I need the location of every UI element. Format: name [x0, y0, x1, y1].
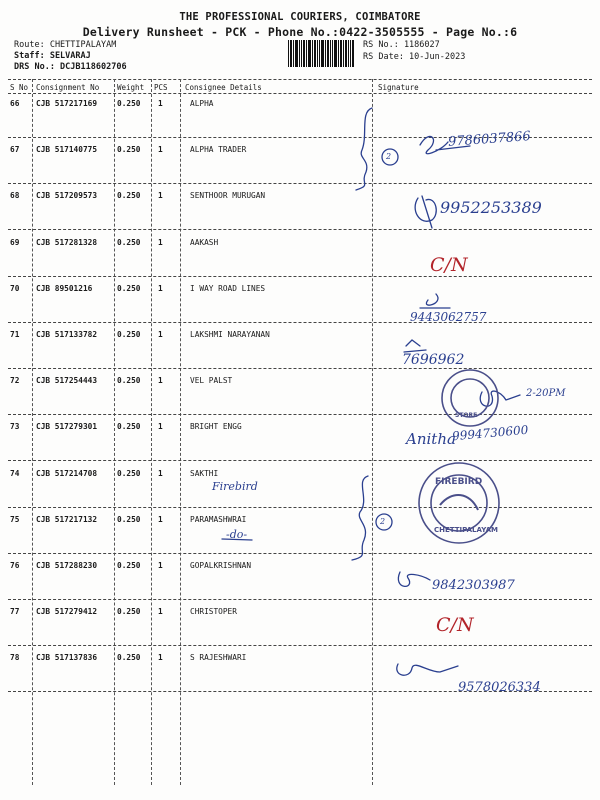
handwritten-phone: 7696962: [402, 352, 465, 368]
row-consignee: CHRISTOPER: [190, 607, 237, 617]
row-separator: [8, 276, 592, 277]
row-consignee: GOPALKRISHNAN: [190, 561, 252, 570]
row-weight: 0.250: [117, 468, 141, 478]
row-consignment-no: CJB 517279301: [36, 422, 98, 432]
row-separator: [8, 322, 592, 323]
route-label: Route: CHETTIPALAYAM: [14, 40, 117, 50]
runsheet-subtitle: Delivery Runsheet - PCK - Phone No.:0422-3505555 - Page No.:6: [82, 25, 518, 39]
brace-number: 2: [386, 152, 392, 161]
handwritten-name: Anitha: [406, 430, 456, 448]
row-separator: [8, 599, 592, 600]
row-pcs: 1: [158, 99, 163, 108]
row-consignee: BRIGHT ENGG: [190, 422, 242, 432]
stamp-lettering: STORE: [455, 412, 478, 419]
brace-number: 2: [380, 517, 386, 526]
row-separator: [8, 368, 592, 369]
header-rule: [8, 93, 592, 94]
handwritten-cn-note: C/N: [436, 614, 474, 636]
row-separator: [8, 507, 592, 508]
column-divider: [114, 79, 115, 785]
staff-label: Staff: SELVARAJ: [14, 51, 91, 61]
row-consignment-no: CJB 517254443: [36, 376, 98, 386]
row-consignment-no: CJB 517281328: [36, 237, 98, 247]
row-sno: 67: [10, 145, 20, 155]
row-separator: [8, 137, 592, 138]
row-consignment-no: CJB 517137836: [36, 653, 98, 663]
column-header-consignment: Consignment No: [36, 83, 100, 92]
row-sno: 74: [10, 468, 20, 478]
rs-number-label: RS No.: 1186027: [363, 40, 440, 50]
row-separator: [8, 229, 592, 230]
row-consignment-no: CJB 517140775: [36, 145, 98, 155]
row-separator: [8, 460, 592, 461]
row-consignee: PARAMASHWRAI: [190, 514, 247, 524]
handwritten-note: Firebird: [212, 480, 258, 493]
row-sno: 70: [10, 283, 20, 293]
rs-date-label: RS Date: 10-Jun-2023: [363, 52, 466, 62]
row-weight: 0.250: [117, 191, 141, 201]
row-sno: 78: [10, 653, 20, 663]
row-separator: [8, 414, 592, 415]
row-separator: [8, 183, 592, 184]
column-divider: [32, 79, 33, 785]
handwritten-phone: 9952253389: [440, 198, 542, 217]
handwritten-phone: 9443062757: [410, 310, 487, 324]
row-weight: 0.250: [117, 653, 141, 663]
column-header-consignee: Consignee Details: [185, 83, 262, 92]
stamp-lettering: CHETTIPALAYAM: [434, 526, 498, 534]
row-consignment-no: CJB 517214708: [36, 468, 98, 478]
runsheet-table: [8, 79, 600, 785]
row-pcs: 1: [158, 653, 163, 663]
row-consignee: ALPHA TRADER: [190, 145, 247, 155]
row-consignment-no: CJB 517217169: [36, 99, 98, 108]
row-consignment-no: CJB 517288230: [36, 561, 98, 570]
row-consignee: SAKTHI: [190, 468, 219, 478]
row-consignee: S RAJESHWARI: [190, 653, 247, 663]
handwritten-phone: 9786037866: [447, 129, 532, 150]
row-pcs: 1: [158, 191, 163, 201]
row-sno: 77: [10, 607, 20, 617]
row-consignment-no: CJB 517209573: [36, 191, 98, 201]
row-weight: 0.250: [117, 422, 141, 432]
column-header-pcs: PCS: [154, 83, 168, 92]
row-consignment-no: CJB 517133782: [36, 330, 98, 339]
barcode-image: [288, 40, 354, 67]
row-sno: 73: [10, 422, 20, 432]
row-pcs: 1: [158, 468, 163, 478]
handwritten-phone: 9994730600: [451, 422, 529, 444]
row-sno: 69: [10, 237, 20, 247]
row-sno: 75: [10, 514, 20, 524]
row-sno: 66: [10, 99, 20, 108]
row-pcs: 1: [158, 561, 163, 570]
handwritten-phone: 9842303987: [432, 578, 515, 593]
row-pcs: 1: [158, 607, 163, 617]
row-weight: 0.250: [117, 376, 141, 386]
row-sno: 76: [10, 561, 20, 570]
column-divider: [151, 79, 152, 785]
drs-label: DRS No.: DCJB118602706: [14, 62, 127, 72]
row-consignee: LAKSHMI NARAYANAN: [190, 330, 270, 339]
row-consignee: VEL PALST: [190, 376, 233, 386]
row-pcs: 1: [158, 422, 163, 432]
row-weight: 0.250: [117, 99, 141, 108]
row-pcs: 1: [158, 514, 163, 524]
row-consignee: AAKASH: [190, 237, 219, 247]
row-consignee: I WAY ROAD LINES: [190, 283, 266, 293]
column-divider: [180, 79, 181, 785]
column-header-weight: Weight: [117, 83, 145, 92]
row-weight: 0.250: [117, 607, 141, 617]
handwritten-time: 2-20PM: [526, 388, 566, 399]
column-divider: [372, 79, 373, 785]
company-title: THE PROFESSIONAL COURIERS, COIMBATORE: [179, 11, 421, 23]
row-weight: 0.250: [117, 561, 141, 570]
row-sno: 72: [10, 376, 20, 386]
row-separator: [8, 645, 592, 646]
handwritten-ditto: -do-: [226, 528, 248, 541]
column-header-sno: S No: [10, 83, 29, 92]
table-top-rule: [8, 79, 592, 80]
stamp-lettering: FIREBIRD: [435, 477, 483, 487]
row-separator: [8, 691, 592, 692]
row-pcs: 1: [158, 330, 163, 339]
row-sno: 68: [10, 191, 20, 201]
row-pcs: 1: [158, 283, 163, 293]
handwritten-phone: 9578026334: [458, 680, 541, 695]
handwritten-cn-note: C/N: [430, 254, 468, 276]
row-consignment-no: CJB 89501216: [36, 283, 93, 293]
row-pcs: 1: [158, 237, 163, 247]
row-consignment-no: CJB 517279412: [36, 607, 98, 617]
row-weight: 0.250: [117, 145, 141, 155]
row-consignee: SENTHOOR MURUGAN: [190, 191, 266, 201]
row-consignee: ALPHA: [190, 99, 214, 108]
row-weight: 0.250: [117, 330, 141, 339]
row-sno: 71: [10, 330, 20, 339]
row-weight: 0.250: [117, 514, 141, 524]
row-consignment-no: CJB 517217132: [36, 514, 98, 524]
row-separator: [8, 553, 592, 554]
column-header-signature: Signature: [378, 83, 419, 92]
row-pcs: 1: [158, 376, 163, 386]
row-weight: 0.250: [117, 283, 141, 293]
row-pcs: 1: [158, 145, 163, 155]
row-weight: 0.250: [117, 237, 141, 247]
